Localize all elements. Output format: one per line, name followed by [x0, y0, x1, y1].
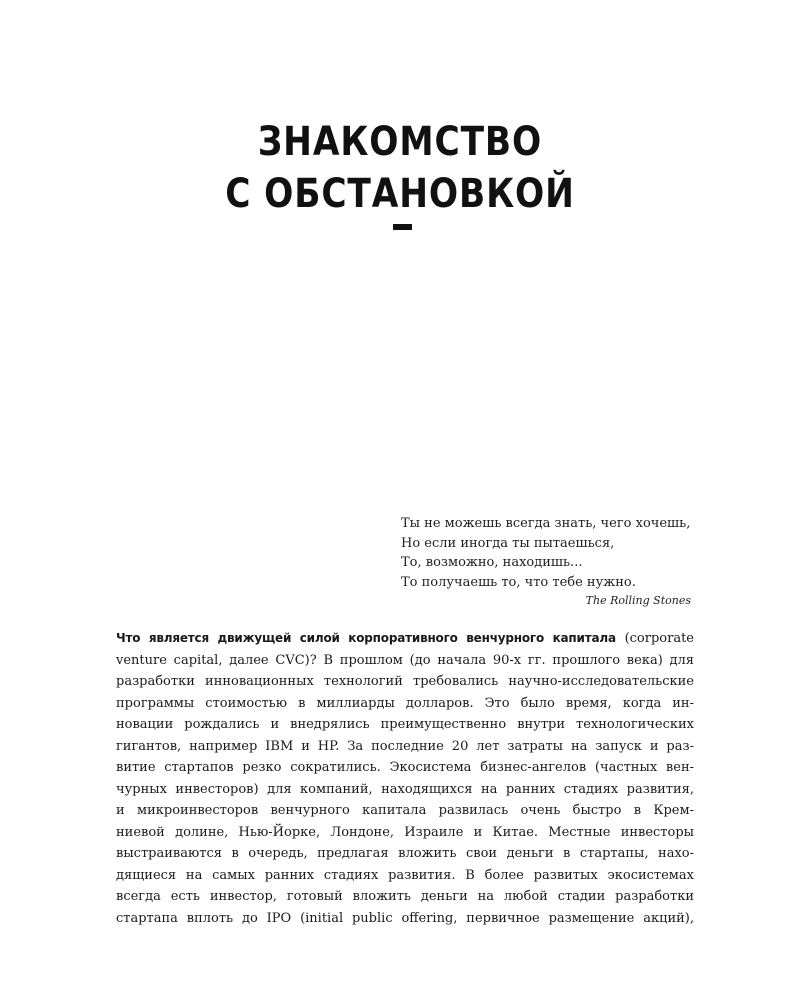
body-line: чурных инвесторов) для компаний, находящихся на ранних стадиях развития, [116, 781, 694, 797]
chapter-title [56, 116, 744, 220]
body-line: venture capital, далее CVC)? В прошлом (до начала 90-х гг. прошлого века) для [116, 652, 694, 668]
epigraph-line: Но если иногда ты пытаешься, [401, 535, 615, 551]
epigraph-author: The Rolling Stones [585, 594, 691, 607]
body-line: разработки инновационных технологий требовались научно-исследовательские [116, 674, 694, 689]
epigraph-line: То получаешь то, что тебе нужно. [401, 574, 636, 590]
body-line: выстраиваются в очередь, предлагая вложить свои деньги в стартапы, нахо- [116, 846, 694, 861]
body-paragraph [116, 628, 694, 929]
body-line: программы стоимостью в миллиарды долларов. Это было время, когда ин- [116, 695, 694, 711]
body-line: ниевой долине, Нью-Йорке, Лондоне, Израиле и Китае. Местные инвесторы [116, 824, 694, 840]
lead-bold-text: Что является движущей силой корпоративного венчурного капитала [116, 631, 616, 645]
body-line: витие стартапов резко сократились. Экосистема бизнес-ангелов (частных вен- [116, 760, 694, 775]
body-line: всегда есть инвестор, готовый вложить деньги на любой стадии разработки [116, 889, 694, 904]
chapter-title-line-1: ЗНАКОМСТВО [257, 119, 543, 165]
body-line: гигантов, например IBM и HP. За последние 20 лет затраты на запуск и раз- [116, 738, 694, 754]
chapter-title-dash [393, 224, 412, 230]
body-line: и микроинвесторов венчурного капитала развилась очень быстро в Крем- [116, 803, 694, 818]
body-line-rest: (corporate [615, 631, 695, 646]
chapter-title-line-2: С ОБСТАНОВКОЙ [225, 171, 575, 217]
epigraph-line: Ты не можешь всегда знать, чего хочешь, [401, 516, 691, 531]
body-line [116, 628, 694, 650]
body-line: новации рождались и внедрялись преимущественно внутри технологических [116, 717, 694, 732]
body-line: дящиеся на самых ранних стадиях развития. В более развитых экосистемах [116, 867, 694, 883]
epigraph-line: То, возможно, находишь... [401, 555, 583, 570]
body-line: стартапа вплоть до IPO (initial public offering, первичное размещение акций), [116, 910, 694, 926]
epigraph [401, 514, 691, 609]
